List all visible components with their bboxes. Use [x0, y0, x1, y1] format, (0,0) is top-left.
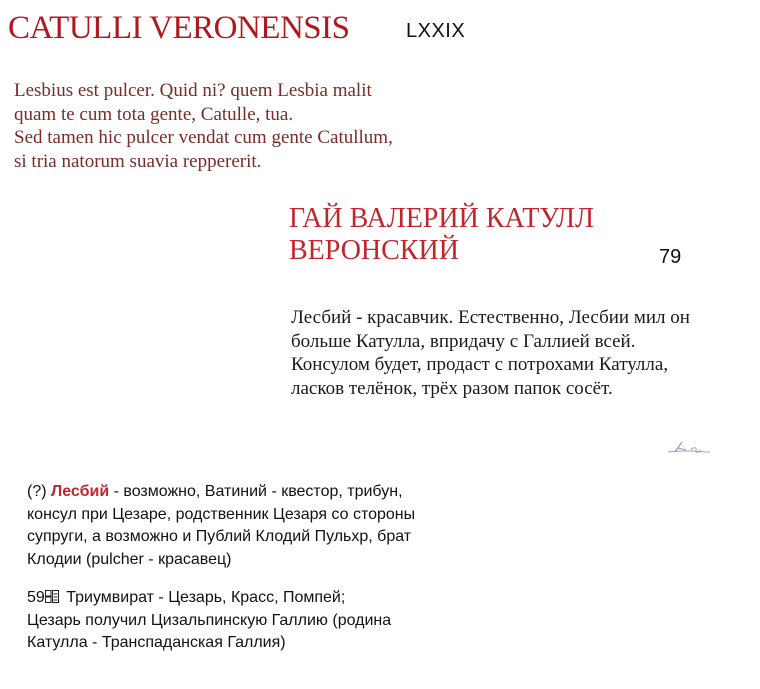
russian-poem — [291, 306, 690, 400]
russian-poem-line: Лесбий - красавчик. Естественно, Лесбии мил он — [291, 307, 690, 328]
latin-poem-line: quam te cum tota gente, Catulle, tua. — [14, 103, 294, 125]
note-year: 59 — [27, 589, 45, 606]
latin-poem-line: si tria natorum suavia reppererit. — [14, 150, 262, 172]
latin-poem-line: Lesbius est pulcer. Quid ni? quem Lesbia malit — [14, 80, 372, 101]
signature-icon — [666, 436, 712, 460]
note-line: Цезарь получил Цизальпинскую Галлию (родина — [27, 611, 392, 629]
note-line — [27, 587, 415, 610]
note-text: Триумвират - Цезарь, Красс, Помпей; — [61, 589, 346, 606]
note-line — [27, 481, 415, 504]
note-line: консул при Цезаре, родственник Цезаря со стороны — [27, 505, 416, 523]
russian-title — [289, 203, 594, 267]
note-highlight: Лесбий — [51, 483, 110, 500]
latin-poem — [14, 79, 393, 173]
latin-poem-line: Sed tamen hic pulcer vendat cum gente Catullum, — [14, 127, 393, 148]
russian-poem-line: больше Катулла, впридачу с Галлией всей. — [291, 330, 636, 352]
note-prefix: (?) — [27, 483, 51, 500]
notes — [27, 481, 415, 655]
note-text: - возможно, Ватиний - квестор, трибун, — [109, 483, 403, 500]
missing-glyph-icon — [45, 590, 59, 603]
russian-poem-number: 79 — [659, 246, 682, 268]
note-line: Катулла - Транспаданская Галлия) — [27, 634, 286, 651]
note-spacer — [27, 571, 415, 587]
latin-poem-number: LXXIX — [406, 20, 466, 42]
note-line: Клодии (pulcher - красавец) — [27, 550, 232, 568]
russian-poem-line: ласков телёнок, трёх разом папок сосёт. — [291, 377, 613, 399]
latin-title: CATULLI VERONENSIS — [8, 10, 350, 46]
russian-title-line: ГАЙ ВАЛЕРИЙ КАТУЛЛ — [289, 203, 595, 234]
russian-title-line: ВЕРОНСКИЙ — [289, 235, 459, 266]
note-line: супруги, а возможно и Публий Клодий Пульхр, брат — [27, 528, 412, 545]
russian-poem-line: Консулом будет, продаст с потрохами Катулла, — [291, 354, 669, 375]
